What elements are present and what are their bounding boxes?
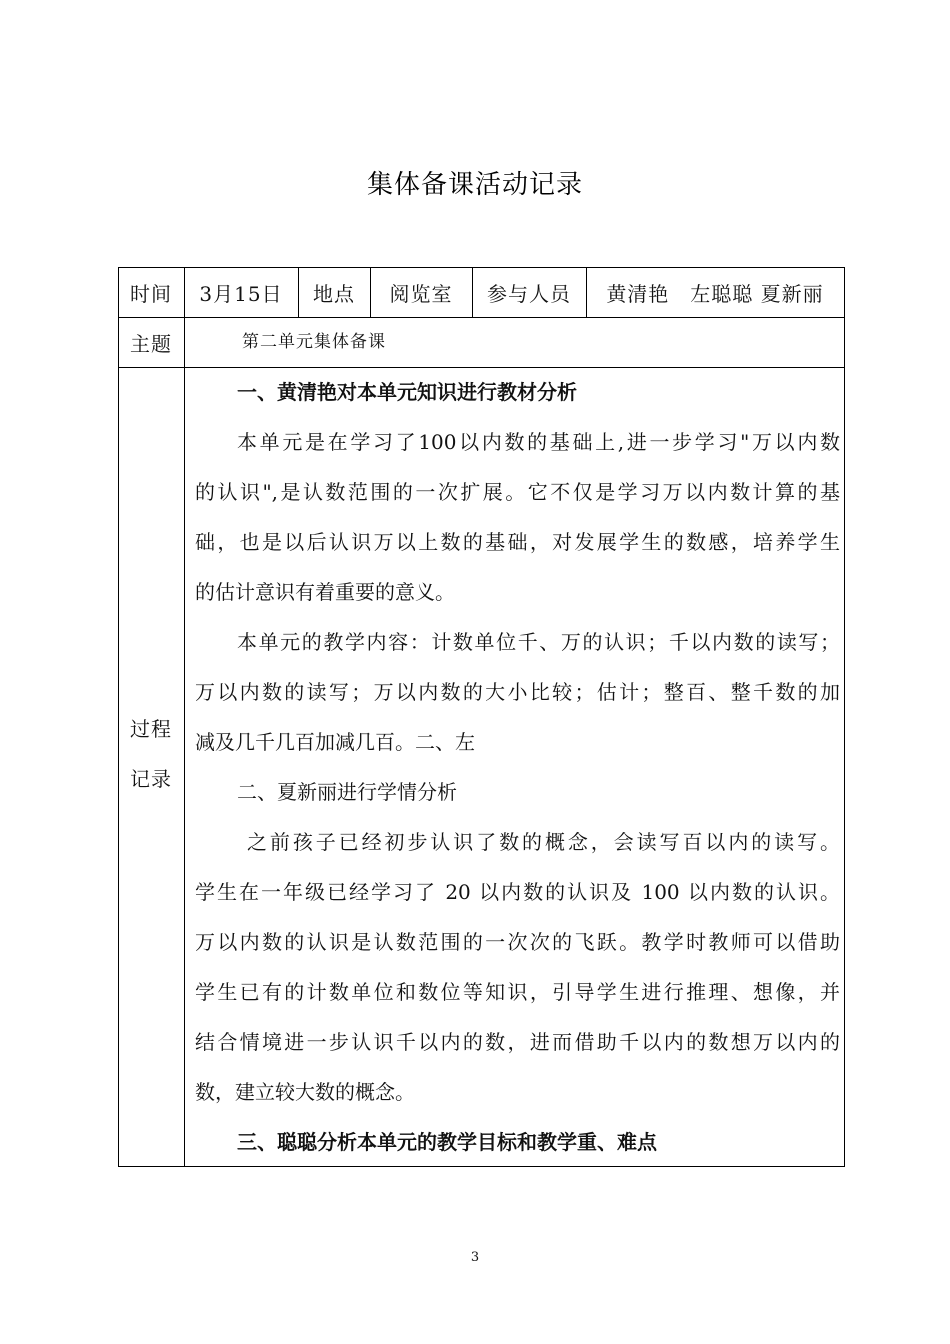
paragraph-line: 础，也是以后认识万以上数的基础，对发展学生的数感，培养学生 (195, 530, 840, 554)
paragraph-line: 本单元的教学内容：计数单位千、万的认识；千以内数的读写； (237, 630, 840, 654)
paragraph-line: 学生在一年级已经学习了 20 以内数的认识及 100 以内数的认识。 (195, 880, 840, 904)
record-table (118, 267, 845, 1167)
participants-label: 参与人员 (487, 281, 571, 306)
place-label: 地点 (313, 281, 355, 306)
time-value: 3月15日 (199, 281, 283, 306)
page-number: 3 (470, 1250, 480, 1265)
paragraph-line: 数，建立较大数的概念。 (195, 1080, 415, 1104)
topic-value: 第二单元集体备课 (242, 332, 386, 352)
paragraph-line: 的认识",是认数范围的一次扩展。它不仅是学习万以内数计算的基 (195, 480, 840, 504)
table-rule-header (118, 317, 845, 318)
paragraph-line: 万以内数的读写；万以内数的大小比较；估计；整百、整千数的加 (195, 680, 840, 704)
topic-label: 主题 (130, 331, 172, 356)
section-heading-3: 三、聪聪分析本单元的教学目标和教学重、难点 (237, 1130, 657, 1154)
record-label-line1: 过程 (130, 717, 172, 741)
paragraph-line: 的估计意识有着重要的意义。 (195, 580, 455, 604)
paragraph-line: 学生已有的计数单位和数位等知识，引导学生进行推理、想像，并 (195, 980, 840, 1004)
record-content (195, 367, 840, 1167)
table-border-right (844, 267, 845, 1167)
time-label: 时间 (130, 281, 172, 306)
section-heading-2: 二、夏新丽进行学情分析 (237, 780, 457, 804)
paragraph-line: 减及几千几百加减几百。二、左 (195, 730, 475, 754)
paragraph-line: 本单元是在学习了100以内数的基础上,进一步学习"万以内数 (237, 430, 840, 454)
paragraph-line: 之前孩子已经初步认识了数的概念，会读写百以内的读写。 (247, 830, 840, 854)
document-title: 集体备课活动记录 (366, 170, 583, 200)
participants-value: 黄清艳 左聪聪 夏新丽 (606, 281, 824, 306)
paragraph-line: 万以内数的认识是认数范围的一次次的飞跃。教学时教师可以借助 (195, 930, 840, 954)
table-rule-label-column (184, 267, 185, 1167)
section-heading-1: 一、黄清艳对本单元知识进行教材分析 (237, 380, 577, 404)
record-label-line2: 记录 (130, 767, 172, 791)
paragraph-line: 结合情境进一步认识千以内的数，进而借助千以内的数想万以内的 (195, 1030, 840, 1054)
place-value: 阅览室 (389, 281, 453, 306)
